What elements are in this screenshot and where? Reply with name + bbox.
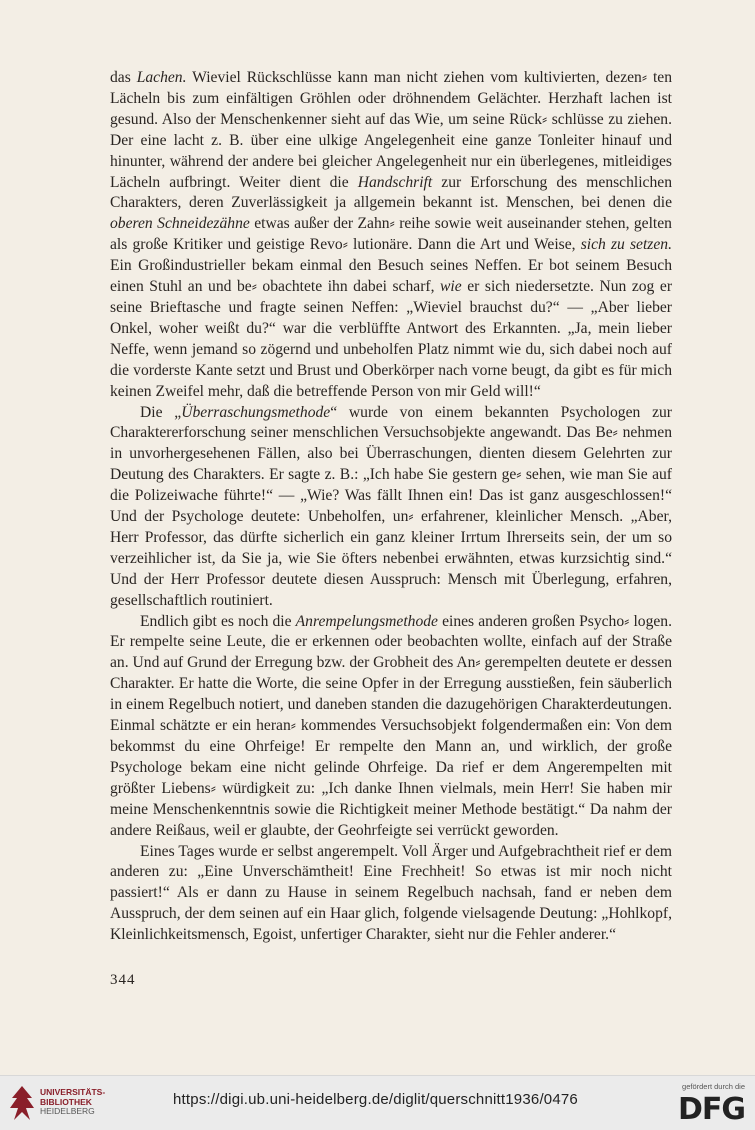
text-run: Endlich gibt es noch die <box>140 612 296 630</box>
text-run: eines anderen großen Psycho⸗ logen. Er rempelte seine Leute, die er erkennen oder beobachten wollte, einfach auf der Straße an. Und auf Grund der Erregung bzw. der Grobheit des An⸗ gerempelten deutete er dessen Charakter. Er hatte die Worte, die seine Opfer in der Erregung ausstießen, fein säuberlich in einem Regelbuch notiert, und daneben standen die dazugehörigen Charakterdeutungen. Einmal schätzte er ein heran⸗ kommendes Versuchsobjekt folgendermaßen ein: Von dem bekommst du eine Ohrfeige! Er rempelte den Mann an, und wirklich, der große Psychologe bekam eine nicht gelinde Ohrfeige. Da rief er dem Angerempelten mit größter Liebens⸗ würdigkeit zu: „Ich danke Ihnen vielmals, mein Herr! Sie haben mir meine Menschenkenntnis sowie die Richtigkeit meiner Methode bestätigt.“ Da nahm der andere Reißaus, weil er glaubte, der Geohrfeigte sei verrückt geworden. <box>110 612 672 839</box>
library-name[interactable] <box>40 1088 105 1117</box>
text-run: Die „ <box>140 403 182 421</box>
page-number: 344 <box>110 972 136 988</box>
paragraph <box>110 842 672 947</box>
text-run: Wieviel Rückschlüsse kann man nicht ziehen vom kultivierten, dezen⸗ ten Lächeln bis zum einfältigen Gröhlen oder dröhnendem Gelächter. Herzhaft lachen ist gesund. Also der Menschenkenner sieht auf das Wie, um seine Rück⸗ schlüsse zu ziehen. Der eine lacht z. B. über eine ulkige Angelegenheit eine ganze Tonleiter hinauf und hinunter, während der andere bei gleicher Angelegenheit nur ein überlegenes, mitleidiges Lächeln aufbringt. Weiter dient die <box>110 69 673 191</box>
text-run: zur Erforschung des menschlichen Charakters, deren Zuverlässigkeit ja allgemein bekannt ist. Menschen, bei denen die <box>110 173 672 212</box>
library-logo-icon <box>8 1084 36 1122</box>
library-name-line1: UNIVERSITÄTS- <box>40 1087 106 1097</box>
viewer-footer <box>0 1075 755 1130</box>
dfg-logo[interactable]: DFG <box>677 1092 745 1127</box>
text-run: etwas außer der Zahn⸗ reihe sowie weit auseinander stehen, gelten als große Kritiker und geistige Revo⸗ lutionäre. Dann die Art und Weise, <box>110 215 672 254</box>
emphasis-text: Überraschungsmethode <box>181 403 331 421</box>
text-run: Ein Großindustrieller bekam einmal den Besuch seines Neffen. Er bot seinem Besuch einen Stuhl an und be⸗ obachtete ihn dabei scharf, <box>110 257 672 296</box>
emphasis-text: Handschrift <box>357 173 433 191</box>
funding-note: gefördert durch die <box>682 1082 745 1091</box>
emphasis-text: wie <box>440 278 462 296</box>
body-text <box>110 68 672 946</box>
paragraph <box>110 403 672 612</box>
library-name-line3: HEIDELBERG <box>40 1106 95 1116</box>
text-run: er sich niedersetzte. Nun zog er seine Brieftasche und fragte seinen Neffen: „Wieviel brauchst du?“ — „Aber lieber Onkel, woher weißt du?“ war die verblüffte Antwort des Erkannten. „Ja, mein lieber Neffe, wenn jemand so zögernd und unbeholfen Platz nimmt wie du, sich dabei noch auf die vorderste Kante setzt und Brust und Oberkörper nach vorne beugt, da gibt es für mich keinen Zweifel mehr, daß die betreffende Person von mir Geld will!“ <box>110 278 673 400</box>
text-run: Eines Tages wurde er selbst angerempelt. Voll Ärger und Aufgebrachtheit rief er dem anderen zu: „Eine Unverschämtheit! Eine Frechheit! So etwas ist mir noch nicht passiert!“ Als er dann zu Hause in seinem Regelbuch nachsah, fand er neben dem Ausspruch, der dem seinen auf ein Haar glich, folgende vielsagende Deutung: „Hohlkopf, Kleinlichkeitsmensch, Egoist, unfertiger Charakter, sieht nur die Fehler anderer.“ <box>110 842 672 944</box>
paragraph <box>110 68 672 403</box>
library-name-line2: BIBLIOTHEK <box>40 1096 92 1107</box>
emphasis-text: sich zu setzen. <box>580 236 672 254</box>
paragraph <box>110 612 672 842</box>
emphasis-text: Lachen. <box>136 69 187 86</box>
text-run: das <box>110 69 137 86</box>
emphasis-text: oberen Schneidezähne <box>110 215 250 233</box>
text-run: “ wurde von einem bekannten Psychologen zur Charaktererforschung seiner menschlichen Versuchsobjekte angewandt. Das Be⸗ nehmen in unvorhergesehenen Fällen, also bei Überraschungen, dienten diesem Gelehrten zur Deutung des Charakters. Er sagte z. B.: „Ich habe Sie gestern ge⸗ sehen, wie man Sie auf die Polizeiwache führte!“ — „Wie? Was fällt Ihnen ein! Das ist ganz ausgeschlossen!“ Und der Psychologe deutete: Unbeholfen, un⸗ erfahrener, kleinlicher Mensch. „Aber, Herr Professor, das dürfte sicherlich ein ganz kleiner Irrtum Ihrerseits sein, der um so verzeihlicher ist, da Sie ja, wie Sie öfters nebenbei erwähnten, etwas kurzsichtig sind.“ Und der Herr Professor deutete diesen Ausspruch: Mensch mit Überlegung, erfahren, gesellschaftlich routiniert. <box>110 403 672 609</box>
permalink-url[interactable]: https://digi.ub.uni-heidelberg.de/diglit/querschnitt1936/0476 <box>173 1091 578 1108</box>
emphasis-text: Anrempelungsmethode <box>295 612 438 630</box>
